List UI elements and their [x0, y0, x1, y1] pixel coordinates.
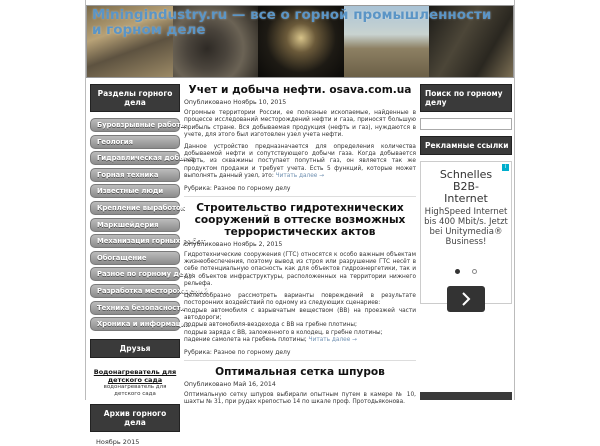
friend-link[interactable]: Водонагреватель для детского сада [93, 368, 177, 385]
category-list [90, 118, 209, 331]
post-date: Опубликовано Ноябрь 10, 2015 [184, 99, 287, 106]
post [184, 84, 416, 197]
search-heading: Поиск по горному делу [420, 84, 512, 112]
category-item[interactable]: Механизация горных работ [90, 234, 180, 248]
ad-pagination [421, 259, 511, 278]
post-list-line: подрыв заряда с ВВ, заложенного в колодец, в гребне плотины; [184, 329, 383, 336]
category-item[interactable]: Крепление выработок [90, 201, 180, 215]
left-sidebar [90, 84, 209, 446]
ad-next-button[interactable] [447, 286, 485, 312]
post [184, 366, 416, 415]
friends-section [90, 339, 180, 398]
category-item[interactable]: Горная техника [90, 168, 180, 182]
post [184, 202, 416, 361]
post-rubric[interactable]: Рубрика: Разное по горному делу [184, 184, 291, 192]
category-item[interactable]: Разное по горному делу [90, 267, 180, 281]
post-paragraph-text: Данное устройство предназначается для определения количества добываемой нефти и сопутствующего добычи газа. Когда добывается нефть, из скважины поступает попутный газ, он является так же продуктом продажи и требует учета. Есть 5 функций, которые может выполнять данный узел, это: [184, 143, 416, 180]
post-paragraph [184, 144, 416, 181]
ad-dot[interactable] [472, 269, 477, 274]
friend-description: водонагреватель для детского сада [103, 384, 167, 398]
read-more-link[interactable]: Читать далее → [308, 337, 358, 344]
post-paragraph-text: Целесообразно рассмотреть варианты повреждений в результате посторонних воздействий по одному из следующих сценариев: [184, 292, 416, 307]
category-item[interactable]: Гидравлическая добыча [90, 151, 180, 165]
post-paragraph [184, 293, 416, 345]
ad-info-icon[interactable]: i [502, 164, 509, 171]
post-paragraph: Гидротехнические сооружения (ГТС) относятся к особо важным объектам жизнеобеспечения, поэтому вывод из строя или разрушение ГТС несёт в себе потенциальную опасность как для объектов гидроэнергетики, так и для объектов инфраструктуры, расположенных на территории нижнего рельефа. [184, 251, 416, 288]
category-item[interactable]: Разработка месторождений [90, 284, 180, 298]
post-list-line: подрыв автомобиля-вездехода с ВВ на гребне плотины; [184, 322, 357, 329]
post-title-link[interactable]: Строительство гидротехнических сооружений в оттеске возможных террористических актов [194, 201, 406, 238]
category-item[interactable]: Маркшейдерия [90, 218, 180, 232]
post-list-line: подрыв автомобиля с взрывчатым веществом (ВВ) на проезжей части автодороги; [184, 307, 416, 321]
category-item[interactable]: Известные люди [90, 184, 180, 198]
post-title-link[interactable]: Учет и добыча нефти. osava.com.ua [188, 84, 412, 96]
category-item[interactable]: Буровзрывные работы [90, 118, 180, 132]
ad-text: HighSpeed Internet bis 400 Mbit/s. Jetzt bei Unitymedia® Business! [424, 207, 508, 247]
ad-brand: Schnelles [439, 168, 493, 181]
post-date: Опубликовано Май 16, 2014 [184, 380, 276, 388]
chevron-right-icon [459, 292, 473, 306]
post-rubric[interactable]: Рубрика: Разное по горному делу [184, 348, 291, 356]
widget-heading-cutoff [420, 392, 512, 400]
post-date: Опубликовано Ноябрь 2, 2015 [184, 240, 283, 248]
post-paragraph: Оптимальную сетку шпуров выбирали опытным путем в камере № 10, шахты № 31, при рудах крепостью 14 по шкале проф. Протодьяконова. [184, 391, 416, 405]
ad-dot-active[interactable] [455, 269, 460, 274]
archive-section [90, 404, 180, 446]
archive-heading: Архив горного дела [90, 404, 180, 432]
main-content [184, 84, 416, 419]
ads-heading: Рекламные ссылки [420, 136, 512, 155]
ad-banner[interactable] [420, 161, 512, 304]
site-title-link[interactable]: Miningindustry.ru — все о горной промышленности и горном деле [92, 7, 492, 38]
category-item[interactable]: Геология [90, 135, 180, 149]
post-paragraph: Огромные территории России, ее полезные ископаемые, найденные в процессе исследований месторождений нефти и газа, приносят большую прибыль стране. Вся добываемая продукция (нефть и газ), нуждаются в учете, для этого был изготовлен узел учета нефти. [184, 110, 416, 139]
archive-month-link[interactable]: Ноябрь 2015 [96, 438, 140, 446]
category-item[interactable]: Хроника и информация [90, 317, 180, 331]
post-title-link[interactable]: Оптимальная сетка шпуров [215, 365, 385, 378]
read-more-link[interactable]: Читать далее → [275, 173, 325, 180]
right-sidebar [420, 84, 512, 304]
search-input[interactable] [420, 118, 512, 130]
post-list-line: падение самолета на гребень плотины; [184, 337, 307, 344]
category-item[interactable]: Обогащение [90, 251, 180, 265]
friends-heading: Друзья [90, 339, 180, 358]
category-item[interactable]: Техника безопасности [90, 301, 180, 315]
ad-headline-2: Internet [444, 192, 488, 205]
categories-heading: Разделы горного дела [90, 84, 180, 112]
ad-headline-1: B2B- [452, 180, 480, 193]
